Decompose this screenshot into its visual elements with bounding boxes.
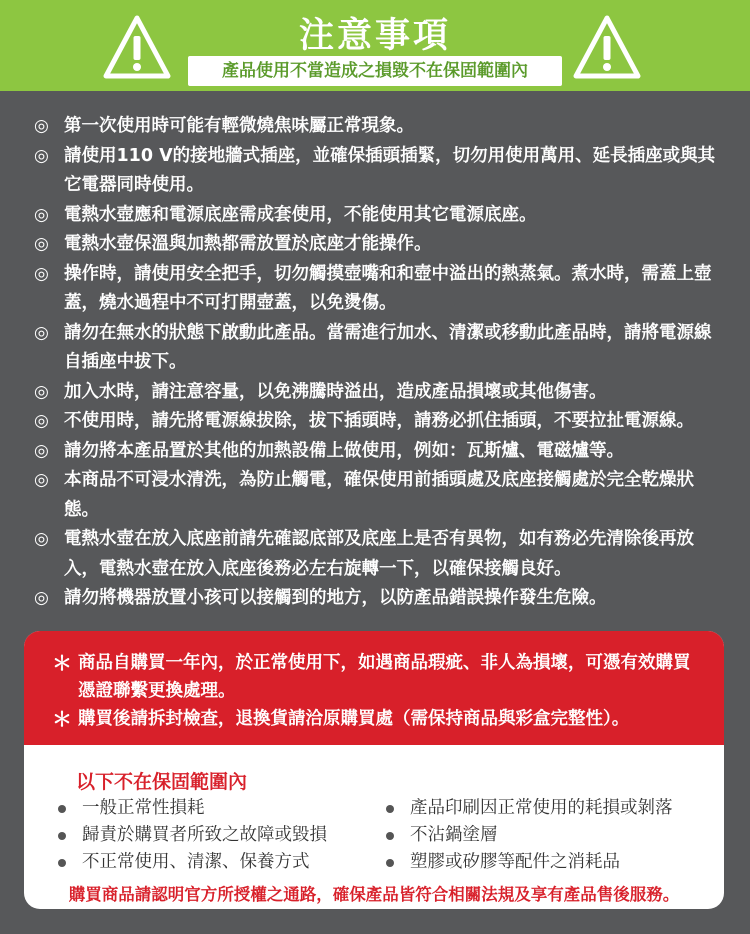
list-item xyxy=(34,260,724,319)
bullet-icon xyxy=(386,832,394,840)
list-item xyxy=(380,795,673,822)
circle-marker-icon: ◎ xyxy=(34,381,49,402)
circle-marker-icon: ◎ xyxy=(34,588,49,608)
warranty-item-text: 商品自購買一年內，於正常使用下，如遇商品瑕疵、非人為損壞，可憑有效購買憑證聯繫更換處理。 xyxy=(78,653,691,701)
list-item-text: 產品印刷因正常使用的耗損或剝落 xyxy=(410,798,673,818)
circle-marker-icon: ◎ xyxy=(34,440,49,461)
list-item xyxy=(34,112,724,142)
list-item-text: 操作時，請使用安全把手，切勿觸摸壺嘴和和壺中溢出的熱蒸氣。煮水時，需蓋上壺蓋，燒水過程中不可打開壺蓋，以免燙傷。 xyxy=(64,263,712,313)
bullet-icon xyxy=(58,832,66,840)
circle-marker-icon: ◎ xyxy=(34,411,49,431)
footer-note: 購買商品請認明官方所授權之通路，確保產品皆符合相關法規及享有產品售後服務。 xyxy=(68,885,680,904)
circle-marker-icon: ◎ xyxy=(34,263,49,284)
list-item-text: 一般正常性損耗 xyxy=(82,798,205,818)
list-item xyxy=(380,822,673,849)
list-item xyxy=(34,437,724,467)
list-item-text: 電熱水壺應和電源底座需成套使用，不能使用其它電源底座。 xyxy=(64,204,537,225)
list-item-text: 電熱水壺保溫與加熱都需放置於底座才能操作。 xyxy=(64,234,432,254)
list-item xyxy=(34,142,724,201)
list-item xyxy=(380,849,673,876)
exclusions-title: 以下不在保固範圍內 xyxy=(76,771,248,793)
list-item-text: 第一次使用時可能有輕微燒焦味屬正常現象。 xyxy=(64,116,414,136)
list-item xyxy=(34,201,724,231)
list-item xyxy=(34,407,724,437)
circle-marker-icon: ◎ xyxy=(34,204,49,225)
circle-marker-icon: ◎ xyxy=(34,322,49,343)
list-item-text: 不沾鍋塗層 xyxy=(410,825,498,845)
list-item xyxy=(34,466,724,525)
bullet-icon xyxy=(58,859,66,867)
list-item-text: 歸責於購買者所致之故障或毀損 xyxy=(82,825,327,845)
bullet-icon xyxy=(386,859,394,867)
warranty-item-text: 購買後請拆封檢查，退換貨請洽原購買處（需保持商品與彩盒完整性）。 xyxy=(78,709,630,729)
list-item xyxy=(52,849,327,876)
circle-marker-icon: ◎ xyxy=(34,116,49,136)
warranty-item xyxy=(52,649,704,705)
list-item xyxy=(34,378,724,408)
list-item xyxy=(52,795,327,822)
list-item xyxy=(52,822,327,849)
list-item-text: 本商品不可浸水清洗，為防止觸電，確保使用前插頭處及底座接觸處於完全乾燥狀態。 xyxy=(64,470,694,520)
list-item-text: 請勿在無水的狀態下啟動此產品。當需進行加水、清潔或移動此產品時，請將電源線自插座中拔下。 xyxy=(64,322,712,372)
warranty-panel xyxy=(24,631,724,745)
bullet-icon xyxy=(58,805,66,813)
exclusions-list-right xyxy=(380,795,673,876)
exclusions-list-left xyxy=(52,795,327,876)
page-subtitle: 產品使用不當造成之損毀不在保固範圍內 xyxy=(188,56,562,86)
warning-triangle-icon xyxy=(572,14,642,80)
list-item-text: 不使用時，請先將電源線拔除，拔下插頭時，請務必抓住插頭，不要拉扯電源線。 xyxy=(64,411,694,431)
warranty-card xyxy=(24,631,724,909)
circle-marker-icon: ◎ xyxy=(34,529,49,549)
list-item xyxy=(34,584,724,614)
list-item xyxy=(34,319,724,378)
circle-marker-icon: ◎ xyxy=(34,234,49,254)
circle-marker-icon: ◎ xyxy=(34,145,49,166)
list-item xyxy=(34,230,724,260)
page-title: 注意事項 xyxy=(298,16,451,56)
list-item-text: 請勿將機器放置小孩可以接觸到的地方，以防產品錯誤操作發生危險。 xyxy=(64,588,607,608)
asterisk-marker-icon: ＊ xyxy=(52,651,72,675)
list-item xyxy=(34,525,724,584)
bullet-icon xyxy=(386,805,394,813)
circle-marker-icon: ◎ xyxy=(34,470,49,490)
list-item-text: 不正常使用、清潔、保養方式 xyxy=(82,852,310,872)
list-item-text: 請使用110 V的接地牆式插座，並確保插頭插緊，切勿用使用萬用、延長插座或與其它電器同時使用。 xyxy=(64,145,716,195)
list-item-text: 塑膠或矽膠等配件之消耗品 xyxy=(410,852,620,872)
list-item-text: 電熱水壺在放入底座前請先確認底部及底座上是否有異物，如有務必先清除後再放入，電熱水壺在放入底座後務必左右旋轉一下，以確保接觸良好。 xyxy=(64,529,694,579)
list-item-text: 加入水時，請注意容量，以免沸騰時溢出，造成產品損壞或其他傷害。 xyxy=(64,381,607,402)
asterisk-marker-icon: ＊ xyxy=(52,707,72,731)
precautions-list xyxy=(34,112,724,614)
warranty-item xyxy=(52,705,704,733)
header-band xyxy=(0,0,750,91)
list-item-text: 請勿將本產品置於其他的加熱設備上做使用，例如：瓦斯爐、電磁爐等。 xyxy=(64,440,624,461)
